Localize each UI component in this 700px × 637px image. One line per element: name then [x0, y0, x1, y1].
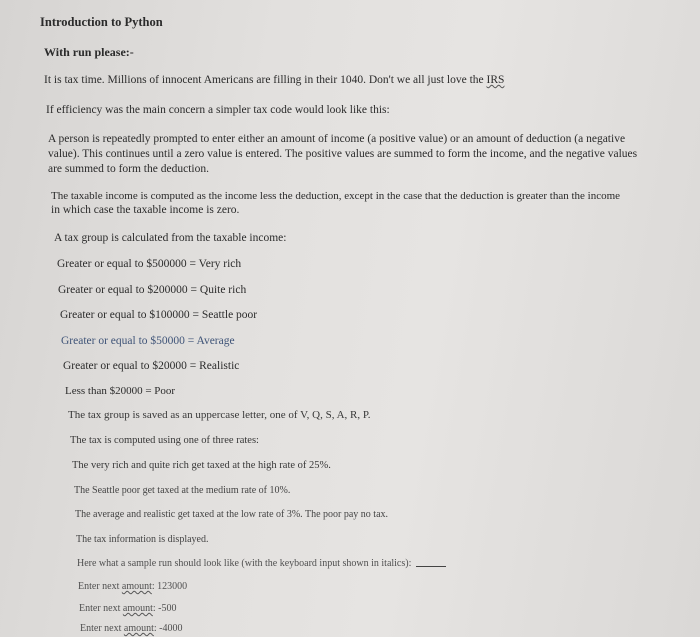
group-realistic: Greater or equal to $20000 = Realistic — [63, 360, 240, 372]
rate-medium: The Seattle poor get taxed at the medium rate of 10%. — [74, 485, 291, 496]
displayed-text: The tax information is displayed. — [76, 534, 209, 545]
rate-high: The very rich and quite rich get taxed at the high rate of 25%. — [72, 460, 331, 471]
para2-line1: The taxable income is computed as the income less the deduction, except in the case that the deduction is greater than the income — [51, 190, 621, 202]
run-sep: : — [152, 603, 156, 614]
efficiency-text: If efficiency was the main concern a simpler tax code would look like this: — [46, 104, 390, 116]
run-value: 123000 — [157, 581, 188, 592]
run-line-3 — [80, 622, 183, 635]
para2-line2: in which case the taxable income is zero. — [51, 204, 240, 216]
group-intro: A tax group is calculated from the taxable income: — [54, 232, 287, 244]
run-line-1 — [78, 580, 187, 593]
run-sep: : — [153, 623, 157, 634]
run-prompt: Enter next — [78, 581, 120, 592]
saved-text: The tax group is saved as an uppercase letter, one of V, Q, S, A, R, P. — [68, 409, 371, 421]
irs-word: IRS — [486, 74, 505, 86]
run-word: amount — [122, 603, 153, 614]
run-word: amount — [123, 623, 154, 634]
para1-line1: A person is repeatedly prompted to enter either an amount of income (a positive value) or an amount of deduction (a negative — [48, 133, 626, 145]
group-average: Greater or equal to $50000 = Average — [61, 335, 235, 347]
run-prompt: Enter next — [79, 603, 121, 614]
para1-line3: are summed to form the deduction. — [48, 163, 209, 175]
group-very-rich: Greater or equal to $500000 = Very rich — [57, 258, 242, 270]
intro-sentence: It is tax time. Millions of innocent Americans are filling in their 1040. Don't we all just love the — [44, 74, 484, 86]
sample-text — [77, 557, 446, 570]
para1-line2: value). This continues until a zero value is entered. The positive values are summed to form the income, and the negative values — [48, 148, 638, 160]
rates-intro: The tax is computed using one of three rates: — [70, 435, 259, 446]
doc-title: Introduction to Python — [40, 15, 163, 29]
run-value: -500 — [158, 603, 177, 614]
group-quite-rich: Greater or equal to $200000 = Quite rich — [58, 284, 247, 296]
run-value: -4000 — [159, 623, 183, 634]
group-seattle-poor: Greater or equal to $100000 = Seattle poor — [60, 309, 258, 321]
doc-subtitle: With run please:- — [44, 45, 134, 59]
handwritten-mark — [416, 560, 446, 567]
run-prompt: Enter next — [80, 623, 122, 634]
run-line-2 — [79, 602, 177, 615]
run-sep: : — [151, 581, 155, 592]
intro-text — [44, 74, 504, 87]
group-poor: Less than $20000 = Poor — [65, 385, 176, 397]
run-word: amount — [121, 581, 152, 592]
rate-low: The average and realistic get taxed at the low rate of 3%. The poor pay no tax. — [75, 509, 389, 520]
sample-sentence: Here what a sample run should look like (with the keyboard input shown in italics): — [77, 558, 412, 569]
